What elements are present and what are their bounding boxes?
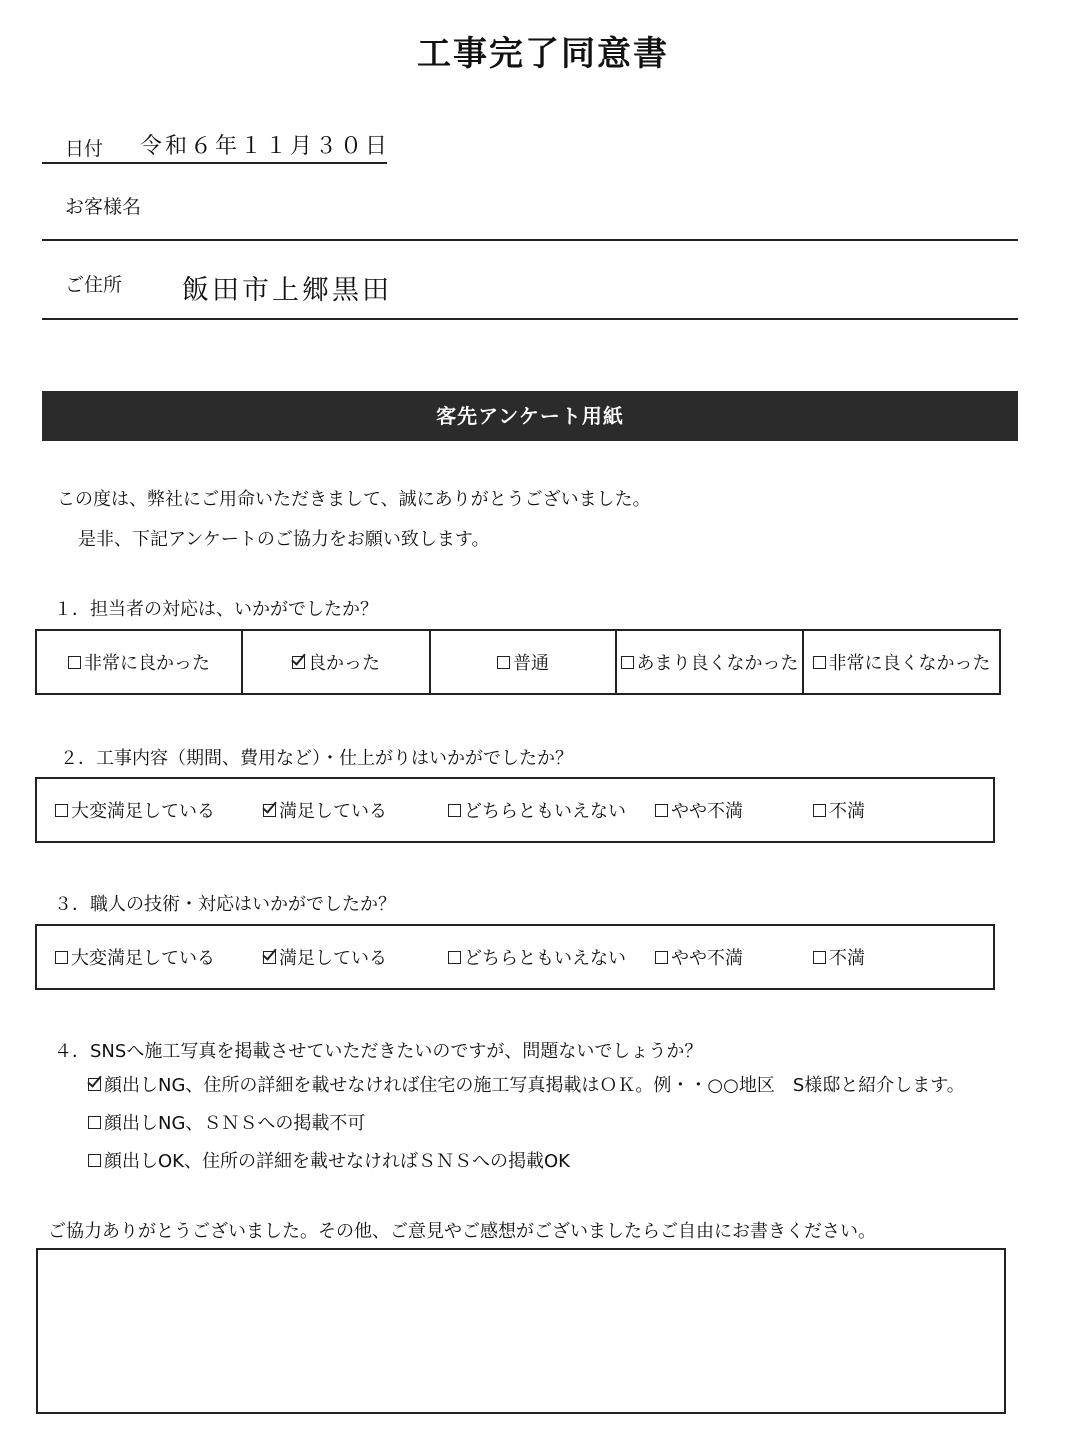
question-3-text: ３．職人の技術・対応はいかがでしたか？	[54, 894, 396, 915]
q4-option-1[interactable]	[88, 1071, 965, 1097]
checkbox-icon[interactable]	[655, 804, 668, 817]
q4-option-2-label: 顔出しNG、ＳＮＳへの掲載不可	[104, 1113, 366, 1134]
q2-option-4-label: やや不満	[671, 801, 743, 822]
q3-option-5-label: 不満	[829, 948, 865, 969]
customer-name-label: お客様名	[65, 196, 142, 218]
q2-option-5-label: 不満	[829, 801, 865, 822]
q1-option-5-label: 非常に良くなかった	[828, 653, 991, 674]
address-label: ご住所	[65, 274, 123, 296]
q3-option-4[interactable]	[655, 926, 743, 988]
address-value[interactable]: 飯田市上郷黒田	[182, 275, 392, 306]
checkbox-icon[interactable]	[813, 951, 826, 964]
checkbox-checked-icon[interactable]	[88, 1078, 101, 1091]
question-1-options	[35, 629, 1001, 695]
q3-option-3-label: どちらともいえない	[464, 948, 626, 969]
q1-option-2-label: 良かった	[308, 653, 380, 674]
date-underline	[42, 162, 387, 164]
q2-option-2[interactable]	[263, 779, 387, 841]
q2-option-3[interactable]	[448, 779, 626, 841]
question-1-text: １．担当者の対応は、いかがでしたか？	[54, 599, 378, 620]
q2-option-3-label: どちらともいえない	[464, 801, 626, 822]
intro-line-1: この度は、弊社にご用命いただきまして、誠にありがとうございました。	[57, 489, 651, 510]
checkbox-icon[interactable]	[813, 804, 826, 817]
survey-banner: 客先アンケート用紙	[42, 391, 1018, 441]
q3-option-5[interactable]	[813, 926, 865, 988]
q3-option-3[interactable]	[448, 926, 626, 988]
q2-option-2-label: 満足している	[279, 801, 387, 822]
date-label: 日付	[65, 138, 104, 160]
question-3-options	[35, 924, 995, 990]
checkbox-icon[interactable]	[621, 656, 634, 669]
q1-option-4-label: あまり良くなかった	[636, 653, 799, 674]
q1-option-1[interactable]	[37, 631, 243, 693]
q2-option-4[interactable]	[655, 779, 743, 841]
q2-option-1-label: 大変満足している	[71, 801, 215, 822]
checkbox-checked-icon[interactable]	[292, 656, 305, 669]
question-2-options	[35, 777, 995, 843]
q4-option-3[interactable]	[88, 1147, 570, 1173]
question-4-text: ４．SNSへ施工写真を掲載させていただきたいのですが、問題ないでしょうか？	[54, 1041, 703, 1062]
checkbox-icon[interactable]	[448, 804, 461, 817]
q1-option-3-label: 普通	[513, 653, 549, 674]
checkbox-icon[interactable]	[68, 656, 81, 669]
checkbox-icon[interactable]	[55, 951, 68, 964]
checkbox-icon[interactable]	[55, 804, 68, 817]
q2-option-1[interactable]	[55, 779, 215, 841]
q2-option-5[interactable]	[813, 779, 865, 841]
q1-option-5[interactable]	[804, 631, 999, 693]
question-2-text: ２．工事内容（期間、費用など）・仕上がりはいかがでしたか？	[60, 748, 573, 769]
checkbox-checked-icon[interactable]	[263, 804, 276, 817]
checkbox-icon[interactable]	[88, 1154, 101, 1167]
q3-option-2-label: 満足している	[279, 948, 387, 969]
q1-option-4[interactable]	[617, 631, 804, 693]
q4-option-1-label: 顔出しNG、住所の詳細を載せなければ住宅の施工写真掲載はＯＫ。例・・○○地区 S様邸と紹介します。	[104, 1075, 965, 1096]
comments-textarea[interactable]	[36, 1248, 1006, 1414]
date-value[interactable]: 令和６年１１月３０日	[140, 134, 391, 159]
checkbox-checked-icon[interactable]	[263, 951, 276, 964]
q1-option-2[interactable]	[243, 631, 431, 693]
checkbox-icon[interactable]	[813, 656, 826, 669]
q4-option-2[interactable]	[88, 1109, 365, 1135]
q3-option-2[interactable]	[263, 926, 387, 988]
address-underline	[42, 318, 1018, 320]
q3-option-1-label: 大変満足している	[71, 948, 215, 969]
checkbox-icon[interactable]	[655, 951, 668, 964]
document-title: 工事完了同意書	[417, 34, 669, 74]
checkbox-icon[interactable]	[88, 1116, 101, 1129]
customer-name-underline	[42, 239, 1018, 241]
q4-option-3-label: 顔出しOK、住所の詳細を載せなければＳＮＳへの掲載OK	[104, 1151, 570, 1172]
intro-line-2: 是非、下記アンケートのご協力をお願い致します。	[78, 529, 490, 550]
q1-option-1-label: 非常に良かった	[84, 653, 210, 674]
checkbox-icon[interactable]	[497, 656, 510, 669]
q3-option-1[interactable]	[55, 926, 215, 988]
q3-option-4-label: やや不満	[671, 948, 743, 969]
checkbox-icon[interactable]	[448, 951, 461, 964]
q1-option-3[interactable]	[431, 631, 617, 693]
comments-prompt: ご協力ありがとうございました。その他、ご意見やご感想がございましたらご自由にお書きください。	[48, 1221, 876, 1242]
